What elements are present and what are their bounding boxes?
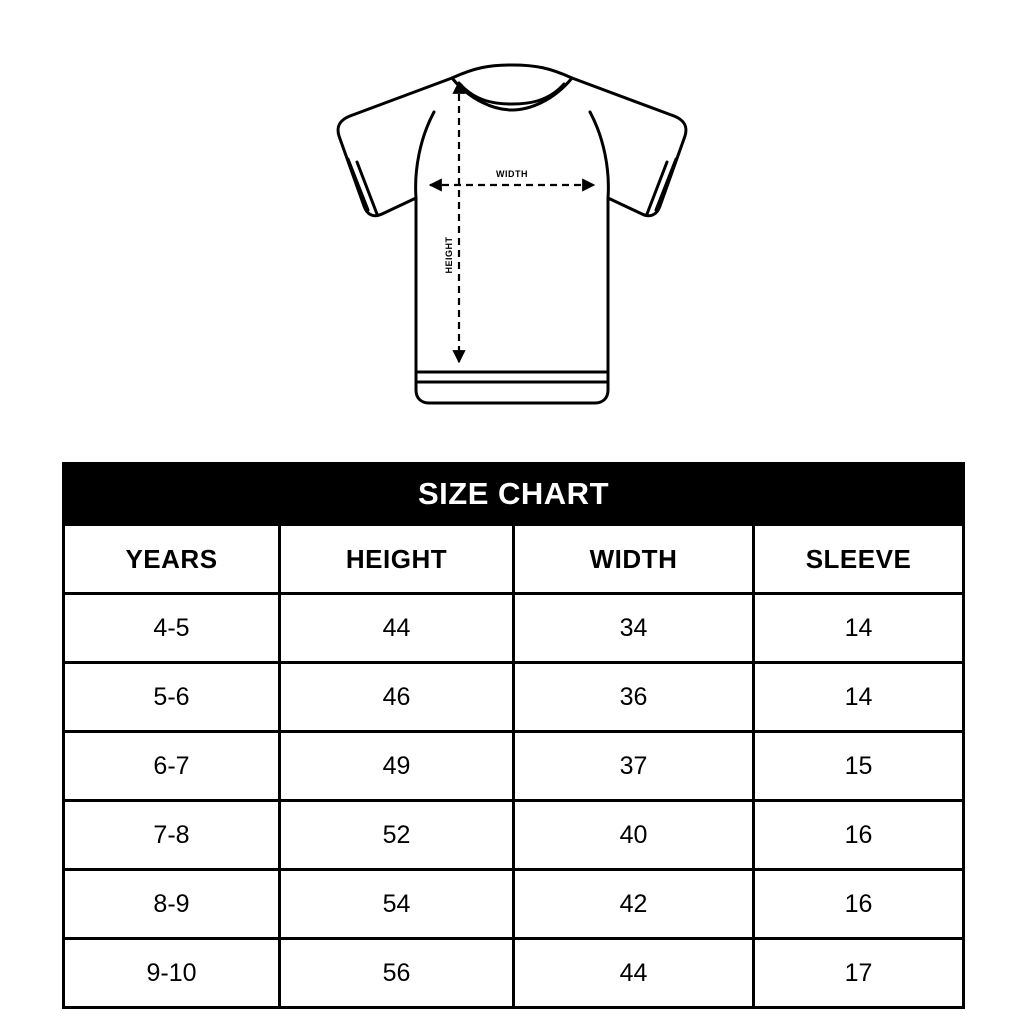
- column-header-width: WIDTH: [514, 525, 754, 594]
- cell-years: 9-10: [64, 939, 280, 1008]
- table-row: [64, 594, 964, 663]
- tshirt-diagram: [0, 60, 1024, 450]
- cell-width: 42: [514, 870, 754, 939]
- column-header-height: HEIGHT: [280, 525, 514, 594]
- table-row: [64, 801, 964, 870]
- cell-sleeve: 16: [754, 801, 964, 870]
- cell-sleeve: 14: [754, 663, 964, 732]
- cell-height: 44: [280, 594, 514, 663]
- cell-years: 4-5: [64, 594, 280, 663]
- height-dimension-label: HEIGHT: [444, 236, 454, 274]
- cell-width: 44: [514, 939, 754, 1008]
- size-chart-container: [62, 462, 962, 1009]
- cell-years: 7-8: [64, 801, 280, 870]
- table-row: [64, 870, 964, 939]
- cell-sleeve: 16: [754, 870, 964, 939]
- cell-height: 52: [280, 801, 514, 870]
- cell-width: 34: [514, 594, 754, 663]
- table-row: [64, 732, 964, 801]
- table-row: [64, 663, 964, 732]
- column-header-years: YEARS: [64, 525, 280, 594]
- tshirt-collar-rib: [460, 84, 564, 104]
- size-chart-table: [62, 462, 965, 1009]
- size-chart-title: SIZE CHART: [64, 464, 964, 525]
- width-dimension-label: WIDTH: [496, 169, 528, 179]
- cell-height: 49: [280, 732, 514, 801]
- tshirt-body-outline: [338, 65, 686, 403]
- table-header-row: [64, 525, 964, 594]
- table-row: [64, 939, 964, 1008]
- cell-width: 36: [514, 663, 754, 732]
- cell-years: 8-9: [64, 870, 280, 939]
- column-header-sleeve: SLEEVE: [754, 525, 964, 594]
- cell-height: 54: [280, 870, 514, 939]
- cell-width: 37: [514, 732, 754, 801]
- cell-sleeve: 14: [754, 594, 964, 663]
- table-title-row: [64, 464, 964, 525]
- cell-width: 40: [514, 801, 754, 870]
- cell-sleeve: 15: [754, 732, 964, 801]
- cell-height: 46: [280, 663, 514, 732]
- tshirt-illustration: [302, 60, 722, 420]
- cell-height: 56: [280, 939, 514, 1008]
- cell-years: 5-6: [64, 663, 280, 732]
- cell-sleeve: 17: [754, 939, 964, 1008]
- cell-years: 6-7: [64, 732, 280, 801]
